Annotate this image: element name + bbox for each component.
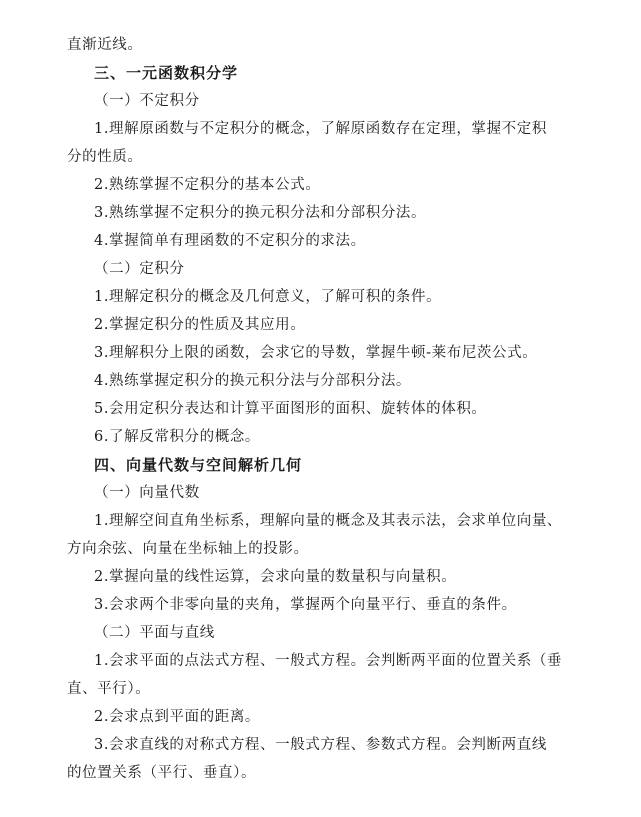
paragraph-line: 1.会求平面的点法式方程、一般式方程。会判断两平面的位置关系（垂	[94, 653, 563, 669]
section-heading-4: 四、向量代数与空间解析几何	[94, 456, 303, 474]
paragraph-line: 1.理解原函数与不定积分的概念，了解原函数存在定理，掌握不定积	[94, 121, 547, 137]
section-heading-3: 三、一元函数积分学	[94, 64, 239, 82]
paragraph-line: 2.会求点到平面的距离。	[94, 709, 261, 725]
paragraph-line: 3.理解积分上限的函数，会求它的导数，掌握牛顿-莱布尼茨公式。	[94, 345, 538, 361]
subsection-heading-vector-algebra: （一）向量代数	[94, 485, 200, 501]
paragraph-line: 方向余弦、向量在坐标轴上的投影。	[67, 541, 309, 557]
paragraph-line: 直、平行）。	[67, 681, 151, 697]
paragraph-line: 3.会求两个非零向量的夹角，掌握两个向量平行、垂直的条件。	[94, 597, 517, 613]
paragraph-line: 3.熟练掌握不定积分的换元积分法和分部积分法。	[94, 205, 427, 221]
paragraph-line: 4.掌握简单有理函数的不定积分的求法。	[94, 233, 366, 249]
paragraph-line: 1.理解空间直角坐标系，理解向量的概念及其表示法，会求单位向量、	[94, 513, 563, 529]
continued-line: 直渐近线。	[67, 37, 143, 53]
paragraph-line: 4.熟练掌握定积分的换元积分法与分部积分法。	[94, 373, 412, 389]
subsection-heading-definite-integral: （二）定积分	[94, 261, 185, 277]
paragraph-line: 3.会求直线的对称式方程、一般式方程、参数式方程。会判断两直线	[94, 737, 547, 753]
paragraph-line: 6.了解反常积分的概念。	[94, 429, 261, 445]
paragraph-line: 分的性质。	[67, 149, 143, 165]
paragraph-line: 的位置关系（平行、垂直）。	[67, 765, 257, 781]
subsection-heading-indefinite-integral: （一）不定积分	[94, 93, 200, 109]
paragraph-line: 2.掌握定积分的性质及其应用。	[94, 317, 306, 333]
paragraph-line: 5.会用定积分表达和计算平面图形的面积、旋转体的体积。	[94, 401, 487, 417]
subsection-heading-plane-and-line: （二）平面与直线	[94, 625, 215, 641]
paragraph-line: 2.熟练掌握不定积分的基本公式。	[94, 177, 321, 193]
paragraph-line: 2.掌握向量的线性运算，会求向量的数量积与向量积。	[94, 569, 457, 585]
paragraph-line: 1.理解定积分的概念及几何意义，了解可积的条件。	[94, 289, 442, 305]
